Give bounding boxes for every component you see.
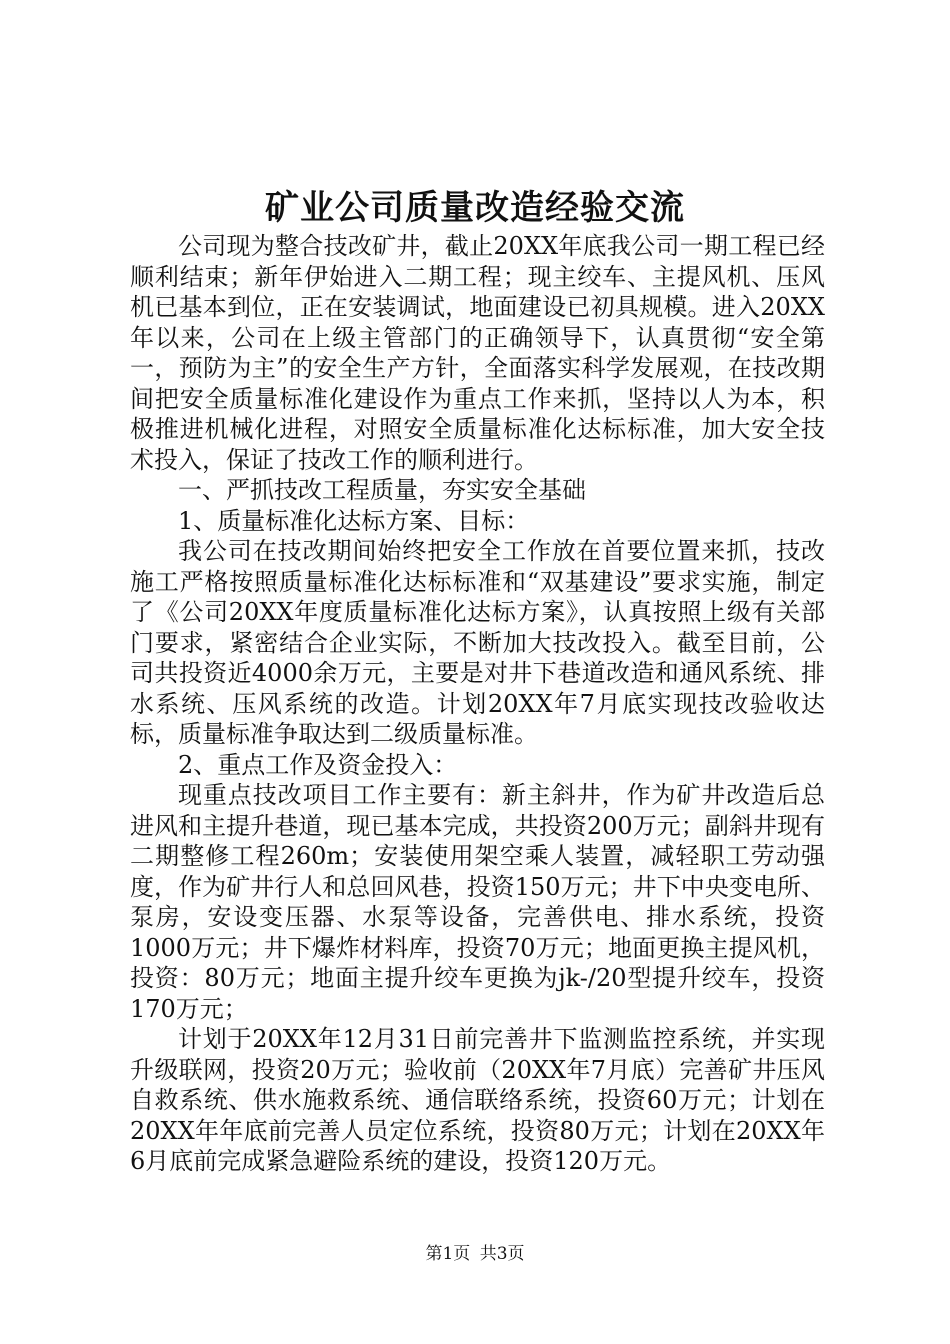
paragraph-plans: 计划于20XX年12月31日前完善井下监测监控系统，并实现升级联网，投资20万元；验收前（20XX年7月底）完善矿井压风自救系统、供水施救系统、通信联络系统，投资60万元；计划在20XX年年底前完善人员定位系统，投资80万元；计划在20XX年6月底前完成紧急避险系统的建设，投资120万元。 <box>130 1025 825 1175</box>
page-total: 共3页 <box>479 1244 525 1264</box>
page-footer <box>0 1242 950 1266</box>
document-body <box>130 231 825 1177</box>
paragraph-key-projects: 现重点技改项目工作主要有：新主斜井，作为矿井改造后总进风和主提升巷道，现已基本完成，共投资200万元；副斜井现有二期整修工程260m；安装使用架空乘人装置，减轻职工劳动强度，作为矿井行人和总回风巷，投资150万元；井下中央变电所、泵房，安设变压器、水泵等设备，完善供电、排水系统，投资1000万元；井下爆炸材料库，投资70万元；地面更换主提风机，投资：80万元；地面主提升绞车更换为jk-/20型提升绞车，投资170万元； <box>130 781 825 1023</box>
document-title: 矿业公司质量改造经验交流 <box>265 188 685 228</box>
paragraph-intro: 公司现为整合技改矿井，截止20XX年底我公司一期工程已经顺利结束；新年伊始进入二期工程；现主绞车、主提风机、压风机已基本到位，正在安装调试，地面建设已初具规模。进入20XX年以来，公司在上级主管部门的正确领导下，认真贯彻“安全第一，预防为主”的安全生产方针，全面落实科学发展观，在技改期间把安全质量标准化建设作为重点工作来抓，坚持以人为本，积极推进机械化进程，对照安全质量标准化达标标准，加大安全技术投入，保证了技改工作的顺利进行。 <box>130 232 825 474</box>
subsection-heading-2: 2、重点工作及资金投入： <box>178 750 458 779</box>
subsection-heading-1: 1、质量标准化达标方案、目标： <box>178 506 530 535</box>
section-heading-1: 一、严抓技改工程质量，夯实安全基础 <box>178 476 586 504</box>
page-number: 第1页 <box>425 1244 471 1264</box>
paragraph-standardization: 我公司在技改期间始终把安全工作放在首要位置来抓，技改施工严格按照质量标准化达标标准和“双基建设”要求实施，制定了《公司20XX年度质量标准化达标方案》，认真按照上级有关部门要求，紧密结合企业实际，不断加大技改投入。截至目前，公司共投资近4000余万元，主要是对井下巷道改造和通风系统、排水系统、压风系统的改造。计划20XX年7月底实现技改验收达标，质量标准争取达到二级质量标准。 <box>130 537 825 748</box>
